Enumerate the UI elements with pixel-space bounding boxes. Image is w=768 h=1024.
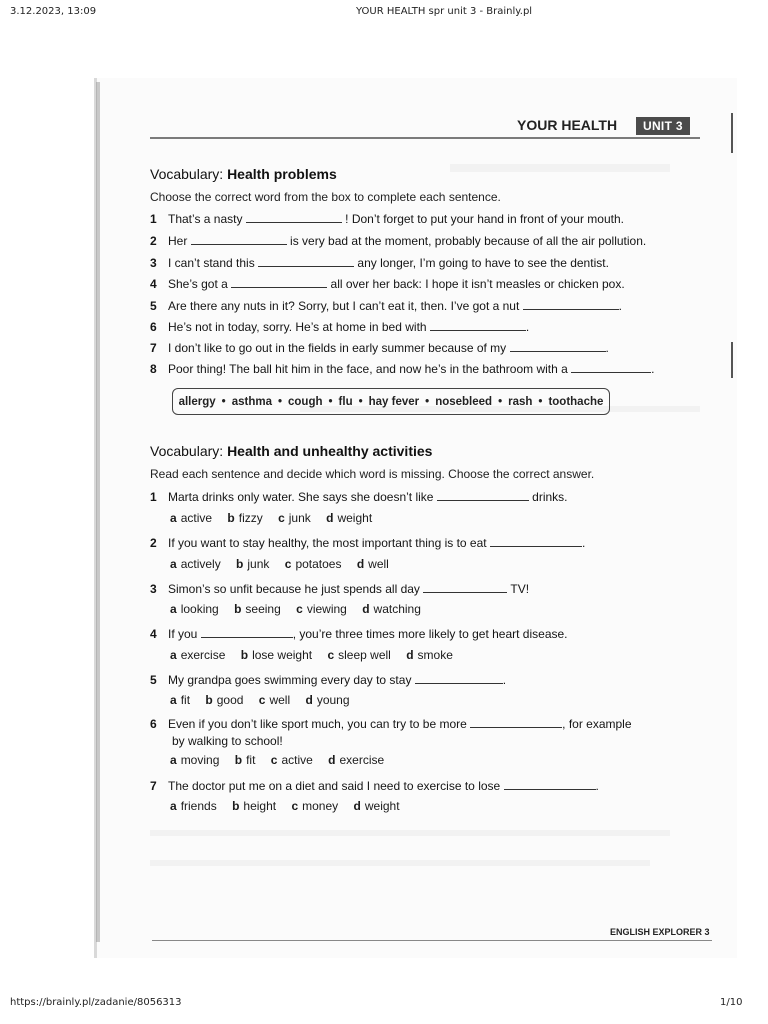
answer-options	[170, 648, 465, 662]
option-a[interactable]: a moving	[170, 753, 220, 767]
option-c[interactable]: c sleep well	[327, 648, 391, 662]
item-text-after: .	[595, 779, 599, 793]
section1-title: Health problems	[227, 166, 337, 182]
bleed-through	[150, 830, 670, 836]
section1-instruction: Choose the correct word from the box to complete each sentence.	[150, 190, 501, 204]
exercise2-item	[150, 779, 599, 793]
exercise1-item	[150, 362, 654, 376]
section2-title: Health and unhealthy activities	[227, 443, 433, 459]
item-text-after: drinks.	[532, 490, 568, 504]
item-text-before: Even if you don’t like sport much, you can try to be more	[168, 717, 467, 731]
option-b[interactable]: b height	[232, 799, 277, 813]
exercise2-item	[150, 717, 632, 731]
item-text-before: He’s not in today, sorry. He’s at home in bed with	[168, 320, 427, 334]
answer-blank[interactable]	[191, 234, 287, 245]
item-text-before: If you want to stay healthy, the most important thing is to eat	[168, 536, 487, 550]
print-page-title: YOUR HEALTH spr unit 3 - Brainly.pl	[356, 6, 533, 17]
section2-instruction: Read each sentence and decide which word is missing. Choose the correct answer.	[150, 467, 595, 481]
item-number: 2	[150, 536, 157, 550]
exercise1-item	[150, 212, 624, 226]
item-number: 7	[150, 341, 157, 355]
item-text-after: TV!	[510, 582, 530, 596]
answer-options	[170, 602, 433, 616]
exercise1-item	[150, 320, 529, 334]
page-section-title: YOUR HEALTH	[517, 117, 618, 133]
box-word: rash	[508, 395, 533, 408]
option-b[interactable]: b fizzy	[227, 511, 263, 525]
separator-dot: •	[358, 395, 363, 408]
item-text-before: Poor thing! The ball hit him in the face, and now he’s in the bathroom with a	[168, 362, 568, 376]
exercise2-item	[150, 673, 506, 687]
item-text-after: .	[525, 320, 530, 334]
option-b[interactable]: b fit	[234, 753, 256, 767]
answer-options	[170, 557, 401, 571]
option-a[interactable]: a actively	[170, 557, 221, 571]
exercise2-item	[150, 490, 568, 504]
section1-prefix: Vocabulary:	[150, 166, 224, 182]
answer-blank[interactable]	[201, 627, 293, 638]
item-number: 6	[150, 320, 157, 334]
item-text-before: Are there any nuts in it? Sorry, but I can’t eat it, then. I’ve got a nut	[168, 299, 520, 313]
item-number: 7	[150, 779, 157, 793]
answer-blank[interactable]	[470, 717, 562, 728]
separator-dot: •	[498, 395, 503, 408]
item-text-after: all over her back: I hope it isn’t measles or chicken pox.	[330, 277, 625, 291]
item-number: 5	[150, 299, 157, 313]
option-d[interactable]: d watching	[362, 602, 421, 616]
item-number: 3	[150, 582, 157, 596]
exercise1-item	[150, 234, 646, 248]
item-text-before: Her	[168, 234, 188, 248]
answer-blank[interactable]	[415, 673, 503, 684]
item-number: 2	[150, 234, 157, 248]
item-text-after: , for example	[562, 717, 632, 731]
item-text-after: .	[581, 536, 586, 550]
option-a[interactable]: a looking	[170, 602, 219, 616]
option-c[interactable]: c potatoes	[284, 557, 342, 571]
exercise1-item	[150, 299, 622, 313]
item-text-after: .	[651, 362, 655, 376]
section2-prefix: Vocabulary:	[150, 443, 224, 459]
answer-blank[interactable]	[430, 320, 526, 331]
header-rule	[150, 137, 700, 139]
word-box	[172, 388, 610, 415]
item-number: 8	[150, 362, 157, 376]
item-text-after: any longer, I’m going to have to see the dentist.	[357, 256, 609, 270]
option-c[interactable]: c money	[291, 799, 339, 813]
scan-edge-shadow	[96, 82, 100, 942]
bleed-through	[150, 860, 650, 866]
option-d[interactable]: d exercise	[328, 753, 385, 767]
item-text-before: That’s a nasty	[168, 212, 243, 226]
box-word: allergy	[178, 395, 216, 408]
exercise2-item	[150, 582, 529, 596]
answer-options	[170, 693, 362, 707]
item-text-after: .	[502, 673, 507, 687]
answer-blank[interactable]	[523, 299, 619, 310]
box-word: hay fever	[368, 395, 420, 408]
item-text-before: If you	[168, 627, 198, 641]
box-word: nosebleed	[435, 395, 493, 408]
answer-options	[170, 511, 384, 525]
item-number: 1	[150, 490, 157, 504]
option-a[interactable]: a exercise	[170, 648, 226, 662]
option-d[interactable]: d weight	[326, 511, 373, 525]
option-c[interactable]: c well	[258, 693, 291, 707]
option-b[interactable]: b junk	[236, 557, 270, 571]
section2-heading	[150, 443, 432, 459]
answer-blank[interactable]	[490, 536, 582, 547]
option-c[interactable]: c viewing	[296, 602, 347, 616]
answer-blank[interactable]	[423, 582, 507, 593]
item-number: 3	[150, 256, 157, 270]
box-word: flu	[338, 395, 353, 408]
item-text-after: ! Don’t forget to put your hand in front of your mouth.	[345, 212, 624, 226]
option-a[interactable]: a friends	[170, 799, 217, 813]
separator-dot: •	[328, 395, 333, 408]
box-word: cough	[288, 395, 323, 408]
exercise2-item	[150, 627, 568, 641]
item-number: 5	[150, 673, 157, 687]
item-text-continuation: by walking to school!	[172, 734, 283, 748]
answer-options	[170, 753, 396, 767]
exercise1-item	[150, 341, 609, 355]
item-text-after: , you’re three times more likely to get heart disease.	[292, 627, 568, 641]
option-c[interactable]: c active	[270, 753, 313, 767]
option-d[interactable]: d weight	[353, 799, 400, 813]
option-b[interactable]: b good	[205, 693, 244, 707]
separator-dot: •	[538, 395, 543, 408]
answer-blank[interactable]	[437, 490, 529, 501]
item-text-after: .	[605, 341, 609, 355]
item-text-after: is very bad at the moment, probably because of all the air pollution.	[290, 234, 647, 248]
item-text-before: She’s got a	[168, 277, 228, 291]
exercise1-item	[150, 277, 625, 291]
item-number: 6	[150, 717, 157, 731]
option-d[interactable]: d young	[305, 693, 350, 707]
option-b[interactable]: b seeing	[234, 602, 281, 616]
item-number: 4	[150, 277, 157, 291]
item-text-before: My grandpa goes swimming every day to stay	[168, 673, 412, 687]
footer-rule	[152, 940, 712, 941]
book-footer: ENGLISH EXPLORER 3	[610, 927, 710, 937]
print-url[interactable]: https://brainly.pl/zadanie/8056313	[10, 997, 182, 1008]
option-a[interactable]: a fit	[170, 693, 191, 707]
answer-blank[interactable]	[510, 341, 606, 352]
item-text-after: .	[618, 299, 622, 313]
option-a[interactable]: a active	[170, 511, 213, 525]
item-number: 1	[150, 212, 157, 226]
unit-badge: UNIT 3	[636, 117, 690, 135]
separator-dot: •	[221, 395, 226, 408]
scan-edge-mark	[731, 342, 733, 378]
item-text-before: I don’t like to go out in the fields in early summer because of my	[168, 341, 507, 355]
option-d[interactable]: d smoke	[406, 648, 453, 662]
item-text-before: Simon’s so unfit because he just spends all day	[168, 582, 420, 596]
scan-edge-mark	[731, 113, 733, 153]
item-number: 4	[150, 627, 157, 641]
answer-blank[interactable]	[246, 212, 342, 223]
print-page-number: 1/10	[720, 997, 743, 1008]
box-word: asthma	[231, 395, 272, 408]
exercise2-item	[150, 536, 585, 550]
separator-dot: •	[277, 395, 283, 408]
answer-blank[interactable]	[231, 277, 327, 288]
answer-blank[interactable]	[258, 256, 354, 267]
item-text-before: The doctor put me on a diet and said I need to exercise to lose	[168, 779, 501, 793]
answer-options	[170, 799, 412, 813]
box-word: toothache	[548, 395, 604, 408]
answer-blank[interactable]	[504, 779, 596, 790]
exercise1-item	[150, 256, 609, 270]
option-c[interactable]: c junk	[278, 511, 311, 525]
print-datetime: 3.12.2023, 13:09	[10, 6, 97, 17]
section1-heading	[150, 166, 337, 182]
option-b[interactable]: b lose weight	[240, 648, 313, 662]
separator-dot: •	[425, 395, 430, 408]
item-text-before: Marta drinks only water. She says she doesn’t like	[168, 490, 434, 504]
answer-blank[interactable]	[571, 362, 651, 373]
item-text-before: I can’t stand this	[168, 256, 255, 270]
bleed-through	[450, 164, 670, 172]
option-d[interactable]: d well	[356, 557, 389, 571]
